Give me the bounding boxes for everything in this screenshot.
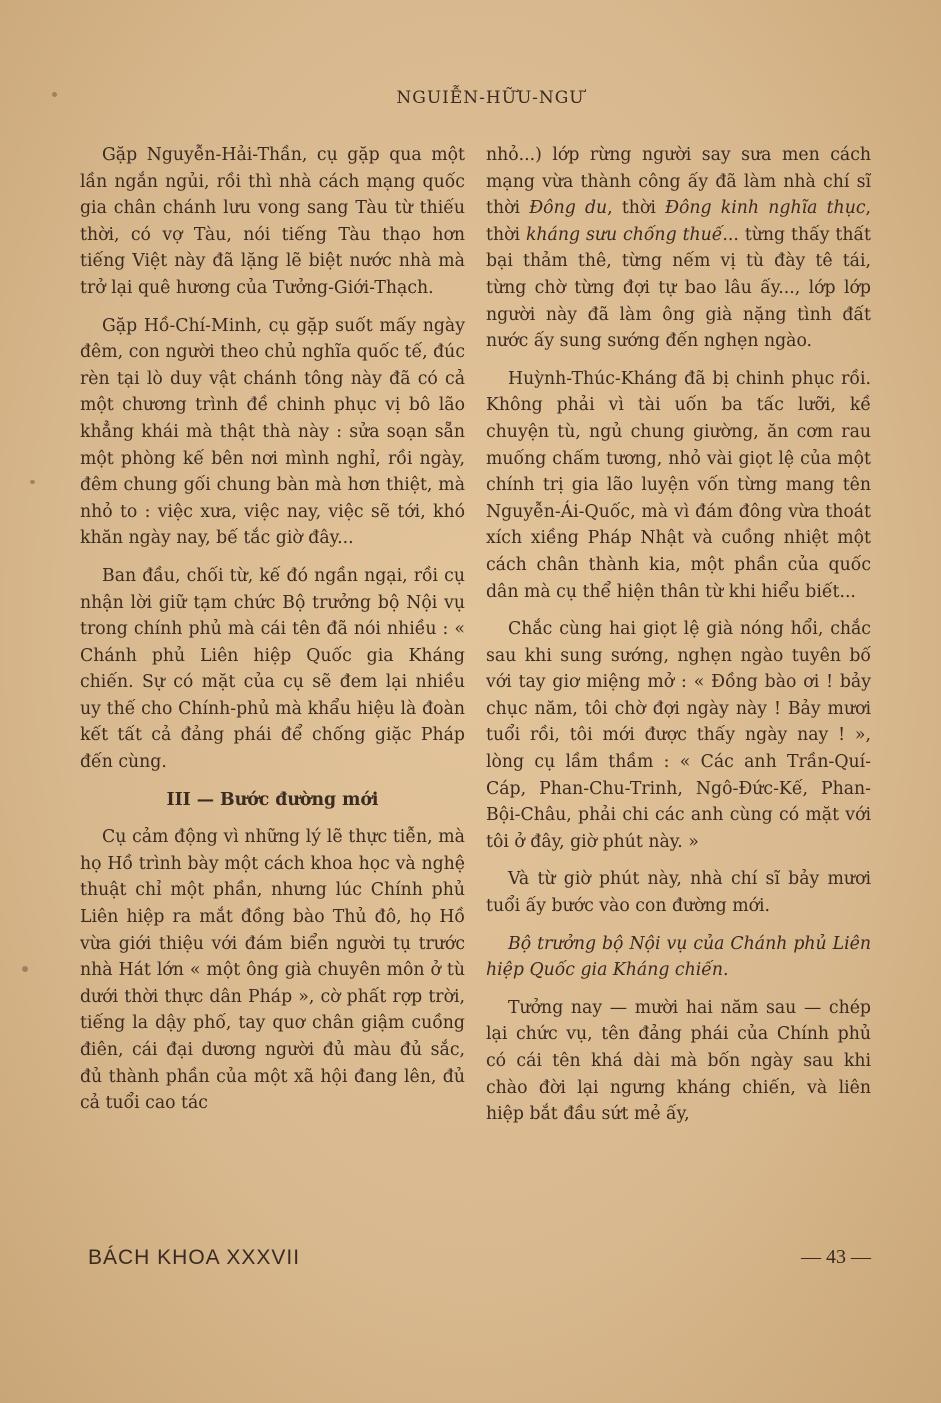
paragraph: Tưởng nay — mười hai năm sau — chép lại chức vụ, tên đảng phái của Chính phủ có cái tên khá dài mà bốn ngày sau khi chào đời lại ngưng kháng chiến, và liên hiệp bắt đầu sứt mẻ ấy, (486, 997, 871, 1125)
paragraph: Bộ trưởng bộ Nội vụ của Chánh phủ Liên hiệp Quốc gia Kháng chiến. (486, 933, 871, 981)
text-span: , thời (607, 198, 666, 219)
page-number: — 43 — (801, 1246, 871, 1268)
paper-stain (30, 480, 35, 484)
running-header: NGUIỄN-HỮU-NGƯ (396, 88, 585, 108)
magazine-footer: BÁCH KHOA XXXVII (88, 1246, 301, 1269)
paragraph: Gặp Hồ-Chí-Minh, cụ gặp suốt mấy ngày đêm, con người theo chủ nghĩa quốc tế, đúc rèn tại lò duy vật chánh tông này đã có cả một chương trình đề chinh phục vị bô lão khẳng khái mà thật thà này : sửa soạn sẵn một phòng kế bên nơi mình nghỉ, rồi ngày, đêm chung gối chung bàn mà hơn thiệt, mà nhỏ to : việc xưa, việc nay, việc sẽ tới, khó khăn ngày nay, bế tắc giờ đây... (80, 315, 465, 549)
text-span: nhỏ...) lớp rừng người say sưa men cách mạng vừa thành công ấy đã làm nhà chí sĩ thời (486, 145, 871, 219)
italic-term: kháng sưu chống thuế (525, 224, 723, 245)
paragraph: Ban đầu, chối từ, kế đó ngần ngại, rồi cụ nhận lời giữ tạm chức Bộ trưởng bộ Nội vụ trong chính phủ mà cái tên đã nói nhiều : « Chánh phủ Liên hiệp Quốc gia Kháng chiến. Sự có mặt của cụ sẽ đem lại nhiều uy thế cho Chính-phủ mà khẩu hiệu là đoàn kết tất cả đảng phái để chống giặc Pháp đến cùng. (80, 565, 465, 773)
paper-stain (22, 966, 28, 972)
paragraph: Cụ cảm động vì những lý lẽ thực tiễn, mà họ Hồ trình bày một cách khoa học và nghệ thuật chỉ một phần, nhưng lúc Chính phủ Liên hiệp ra mắt đồng bào Thủ đô, họ Hồ vừa giới thiệu với đám biển người tụ trước nhà Hát lớn « một ông già chuyên môn ở tù dưới thời thực dân Pháp », cờ phất rợp trời, tiếng la dậy phố, tay quơ chân giậm cuồng điên, cái đại dương người đủ màu đủ sắc, đủ thành phần của một xã hội đang lên, đủ cả tuổi cao tác (80, 827, 465, 1114)
italic-term: Đông du (529, 198, 608, 219)
paragraph: Và từ giờ phút này, nhà chí sĩ bảy mươi tuổi ấy bước vào con đường mới. (486, 869, 871, 917)
paragraph: Huỳnh-Thúc-Kháng đã bị chinh phục rồi. Không phải vì tài uốn ba tấc lưỡi, kề chuyện tù, ngủ chung giường, ăn cơm rau muống chấm tương, nhỏ vài giọt lệ của một chính trị gia lão luyện vốn từng mang tên Nguyễn-Ái-Quốc, mà vì đám đông vừa thoát xích xiềng Pháp Nhật và cuồng nhiệt một cách chân thành kia, một phần của quốc dân mà cụ thể hiện thân từ khi hiểu biết... (486, 368, 871, 602)
text-span: , thời (486, 198, 871, 245)
paragraph (486, 142, 871, 355)
left-column (80, 142, 465, 1128)
paragraph: Gặp Nguyễn-Hải-Thần, cụ gặp qua một lần ngắn ngủi, rồi thì nhà cách mạng quốc gia chân chánh lưu vong sang Tàu từ thiếu thời, có vợ Tàu, nói tiếng Tàu thạo hơn tiếng Việt này đã lặng lẽ biệt nước nhà mà trở lại quê hương của Tưởng-Giới-Thạch. (80, 145, 465, 298)
right-column (486, 142, 871, 1139)
paragraph: Chắc cùng hai giọt lệ già nóng hổi, chắc sau khi sung sướng, nghẹn ngào tuyên bố với tay giơ miệng mở : « Đồng bào ơi ! bảy chục năm, tôi chờ đợi ngày này ! Bảy mươi tuổi rồi, tôi mới được thấy ngày nay ! », lòng cụ lầm thầm : « Các anh Trần-Quí-Cáp, Phan-Chu-Trinh, Ngô-Đức-Kế, Phan-Bội-Châu, phải chi các anh cùng có mặt với tôi ở đây, giờ phút này. » (486, 619, 871, 852)
section-title: III — Bước đường mới (166, 789, 379, 810)
italic-term: Đông kinh nghĩa thục (665, 198, 866, 219)
text-span: ... từng thấy thất bại thảm thê, từng nếm vị tù đày tê tái, từng chờ từng đợi tự bao lâu ấy..., lớp lớp người này đã làm ông già nặng tình đất nước ấy sung sướng đến nghẹn ngào. (486, 224, 872, 352)
